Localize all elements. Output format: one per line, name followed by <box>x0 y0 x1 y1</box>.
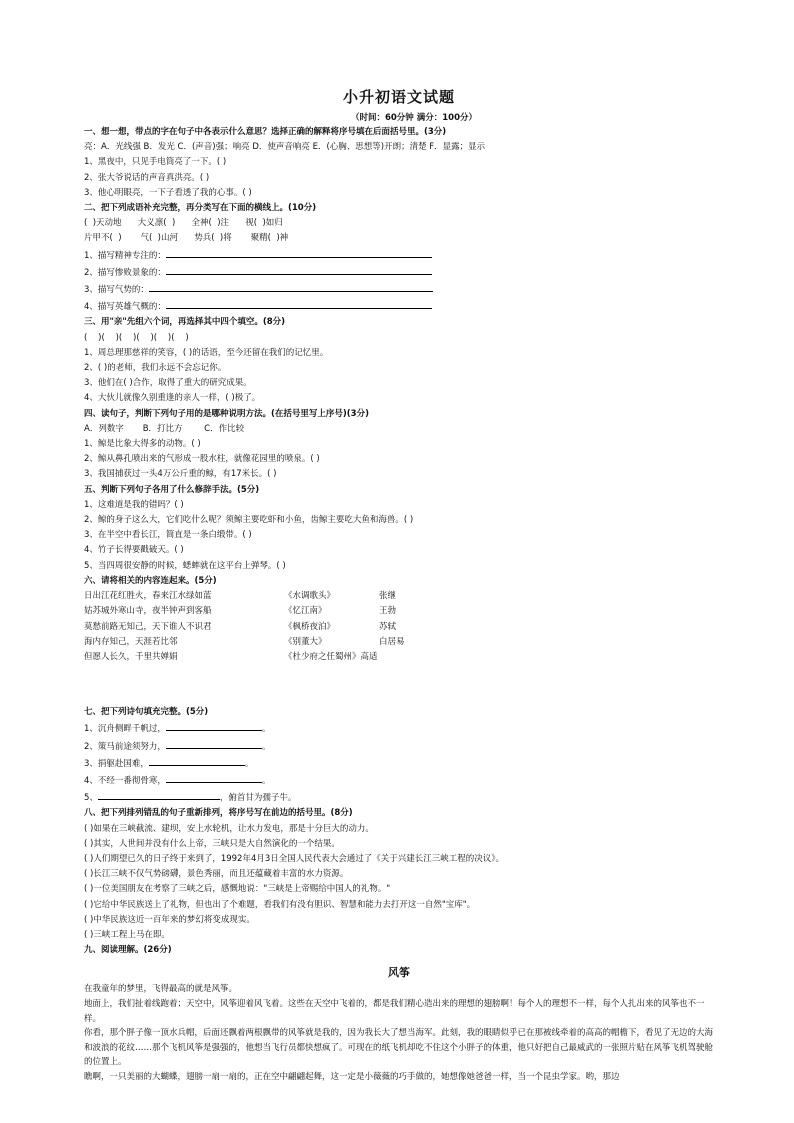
answer-blank[interactable] <box>149 755 245 766</box>
poem-fill <box>84 789 714 806</box>
poem-fill <box>84 720 714 737</box>
answer-blank[interactable] <box>166 264 432 275</box>
question: 1、周总理那慈祥的笑容，( )的话语，至今还留在我们的记忆里。 <box>84 347 329 358</box>
poet: 王勃 <box>379 606 397 617</box>
section-1-options: 亮：A．光线强 B．发光 C．(声音)强；响亮 D．使声音响亮 E．(心胸、思想等)开朗；清楚 F．显露；显示 <box>84 142 486 153</box>
poem-prompt: 2、策马前途须努力， <box>84 741 166 752</box>
poem-line: 姑苏城外寒山寺，夜半钟声到客船 <box>84 606 212 617</box>
fill-line <box>84 298 714 315</box>
poem-line: 莫愁前路无知己，天下谁人不识君 <box>84 621 212 632</box>
idiom-row: ( )天动地 大义凛( ) 全神( )注 视( )如归 <box>84 218 283 229</box>
essay-paragraph: 地面上，我们扯着线跑着；天空中，风筝迎着风飞着。这些在天空中飞着的，都是我们精心造出来的理想的翅膀啊！每个人的理想不一样，每个人扎出来的风筝也不一样。 <box>84 998 705 1024</box>
question: 5、当四周很安静的时候，蟋蟀就在这平台上弹琴。( ) <box>84 560 286 571</box>
answer-blank[interactable] <box>166 298 432 309</box>
poem-fill <box>84 772 714 789</box>
exam-title: 小升初语文试题 <box>342 88 455 106</box>
section-4-heading: 四、读句子，判断下列句子用的是哪种说明方法。(在括号里写上序号)(3分) <box>84 408 369 419</box>
match-row <box>84 635 714 650</box>
essay-title: 风筝 <box>388 966 410 980</box>
match-row <box>84 620 714 635</box>
period: 。 <box>261 741 271 752</box>
poem-prompt: 1、沉舟侧畔千帆过， <box>84 724 166 735</box>
question: 1、黑夜中，只见手电筒亮了一下。( ) <box>84 157 227 168</box>
sentence: ( )中华民族这近一百年来的梦幻将变成现实。 <box>84 914 255 925</box>
poem-line: 但愿人长久，千里共婵娟 <box>84 651 178 662</box>
section-1-heading: 一、想一想，带点的字在句子中各表示什么意思？选择正确的解释将序号填在后面括号里。(3分) <box>84 127 447 137</box>
fill-label: 1、描写精神专注的： <box>84 250 166 261</box>
idiom-row: 片甲不( ) 气( )山河 势兵( )将 聚精( )神 <box>84 233 289 244</box>
poet: 白居易 <box>379 636 405 647</box>
question: 3、他心明眼亮，一下子看透了我的心事。( ) <box>84 187 252 198</box>
poem-fill <box>84 755 714 772</box>
period: 。 <box>244 758 254 769</box>
match-row <box>84 650 714 665</box>
poem-prompt: 5、 <box>84 793 98 804</box>
fill-label: 3、描写气势的： <box>84 285 149 296</box>
answer-blank[interactable] <box>166 720 262 731</box>
section-2-heading: 二、把下列成语补充完整，再分类写在下面的横线上。(10分) <box>84 203 317 214</box>
poem-line: 日出江花红胜火，春来江水绿如蓝 <box>84 591 212 602</box>
section-3-heading: 三、用"亲"先组六个词，再选择其中四个填空。(8分) <box>84 317 286 328</box>
section-9-heading: 九、阅读理解。(26分) <box>84 945 172 956</box>
sentence: ( )人们期望已久的日子终于来到了，1992年4月3日全国人民代表大会通过了《关于兴建长江三峡工程的决议》。 <box>84 853 505 864</box>
period: 。 <box>261 775 271 786</box>
answer-blank[interactable] <box>166 247 432 258</box>
fill-label: 4、描写英雄气概的： <box>84 302 166 313</box>
question: 4、大伙儿就像久别重逢的亲人一样，( )极了。 <box>84 393 261 404</box>
fill-label: 2、描写惨败景象的： <box>84 267 166 278</box>
essay-paragraph: 瞧啊，一只美丽的大蝴蝶，翅膀一扇一扇的，正在空中翩翩起舞，这一定是小薇薇的巧手做的，她想像她爸爸一样，当一个昆虫学家。哟，那边 <box>84 1071 620 1082</box>
period: 。 <box>261 724 271 735</box>
question: 3、我国捕获过一头4万公斤重的鲸，有17米长。( ) <box>84 469 277 480</box>
poem-title: 《水调歌头》 <box>284 591 336 602</box>
question: 2、鲸的身子这么大，它们吃什么呢？须鲸主要吃虾和小鱼，齿鲸主要吃大鱼和海兽。( ) <box>84 515 414 526</box>
essay-paragraph: 在我童年的梦里，飞得最高的就是风筝。 <box>84 984 238 995</box>
poem-prompt: 3、捐躯赴国难， <box>84 758 149 769</box>
poem-prompt: 4、不经一番彻骨寒， <box>84 775 166 786</box>
question: 4、竹子长得要戳破天。( ) <box>84 545 184 556</box>
poem-title: 《枫桥夜泊》 <box>284 621 336 632</box>
poet: 张继 <box>379 591 397 602</box>
section-4-options: A．列数字 B．打比方 C．作比较 <box>84 423 245 434</box>
question: 2、( )的老师，我们永远不会忘记你。 <box>84 363 227 374</box>
poem-fill <box>84 738 714 755</box>
fill-line <box>84 264 714 281</box>
sentence: ( )三峡工程上马在即。 <box>84 929 170 940</box>
word-blanks: ( )( )( )( )( )( ) <box>84 332 189 343</box>
sentence: ( )它给中华民族送上了礼物，但也出了个难题，看我们有没有胆识、智慧和能力去打开这一自然"宝库"。 <box>84 899 476 910</box>
section-8-heading: 八、把下列排列错乱的句子重新排列，将序号写在前边的括号里。(8分) <box>84 808 353 819</box>
fill-line <box>84 281 714 298</box>
question: 3、他们在( )合作，取得了重大的研究成果。 <box>84 378 252 389</box>
section-7-heading: 七、把下列诗句填充完整。(5分) <box>84 707 209 718</box>
section-5-heading: 五、判断下列句子各用了什么修辞手法。(5分) <box>84 484 260 495</box>
question: 2、张大爷说话的声音真洪亮。( ) <box>84 172 210 183</box>
exam-subtitle: （时间：60分钟 满分：100分） <box>350 113 478 123</box>
poem-title: 《别董大》 <box>284 636 327 647</box>
poem-title: 《忆江南》 <box>284 606 327 617</box>
sentence: ( )一位美国朋友在考察了三峡之后，感慨地说："三峡是上帝赐给中国人的礼物。" <box>84 884 391 895</box>
sentence: ( )如果在三峡截流、建坝，安上水轮机，让水力发电，那是十分巨大的动力。 <box>84 823 374 834</box>
question: 1、鲸是比象大得多的动物。( ) <box>84 439 201 450</box>
answer-blank[interactable] <box>98 789 220 800</box>
exam-page <box>84 86 714 1085</box>
section-6-heading: 六、请将相关的内容连起来。(5分) <box>84 575 217 586</box>
fill-line <box>84 247 714 264</box>
poet: 苏轼 <box>379 621 397 632</box>
poem-line: 海内存知己，天涯若比邻 <box>84 636 178 647</box>
answer-blank[interactable] <box>166 772 262 783</box>
match-row <box>84 589 714 604</box>
sentence: ( )其实，人世间并没有什么上帝，三峡只是大自然演化的一个结果。 <box>84 838 340 849</box>
sentence: ( )长江三峡不仅气势磅礴，景色秀丽，而且还蕴藏着丰富的水力资源。 <box>84 869 349 880</box>
question: 3、在半空中看长江，简直是一条白缎带。( ) <box>84 530 252 541</box>
answer-blank[interactable] <box>149 281 433 292</box>
question: 2、鲸从鼻孔喷出来的气形成一股水柱，就像花园里的喷泉。( ) <box>84 454 320 465</box>
question: 1、这难道是我的错吗？( ) <box>84 499 184 510</box>
spacer <box>84 665 714 705</box>
poem-prompt: ，俯首甘为孺子牛。 <box>219 793 297 804</box>
poem-title: 《杜少府之任蜀州》高适 <box>284 651 378 662</box>
answer-blank[interactable] <box>166 738 262 749</box>
essay-paragraph: 你看，那个胖子像一顶水兵帽，后面还飘着两根飘带的风筝就是我的，因为我长大了想当海军。此刻，我的眼睛似乎已在那被线牵着的高高的帽檐下，看见了无边的大海和波浪的花纹……那个飞机风筝是强强的，他想当飞行员都快想疯了。可现在的纸飞机却吃不住这个小胖子的体重，他只好把自己最威武的一张照片贴在风筝飞机驾驶舱的位置上。 <box>84 1028 714 1068</box>
match-row <box>84 604 714 619</box>
